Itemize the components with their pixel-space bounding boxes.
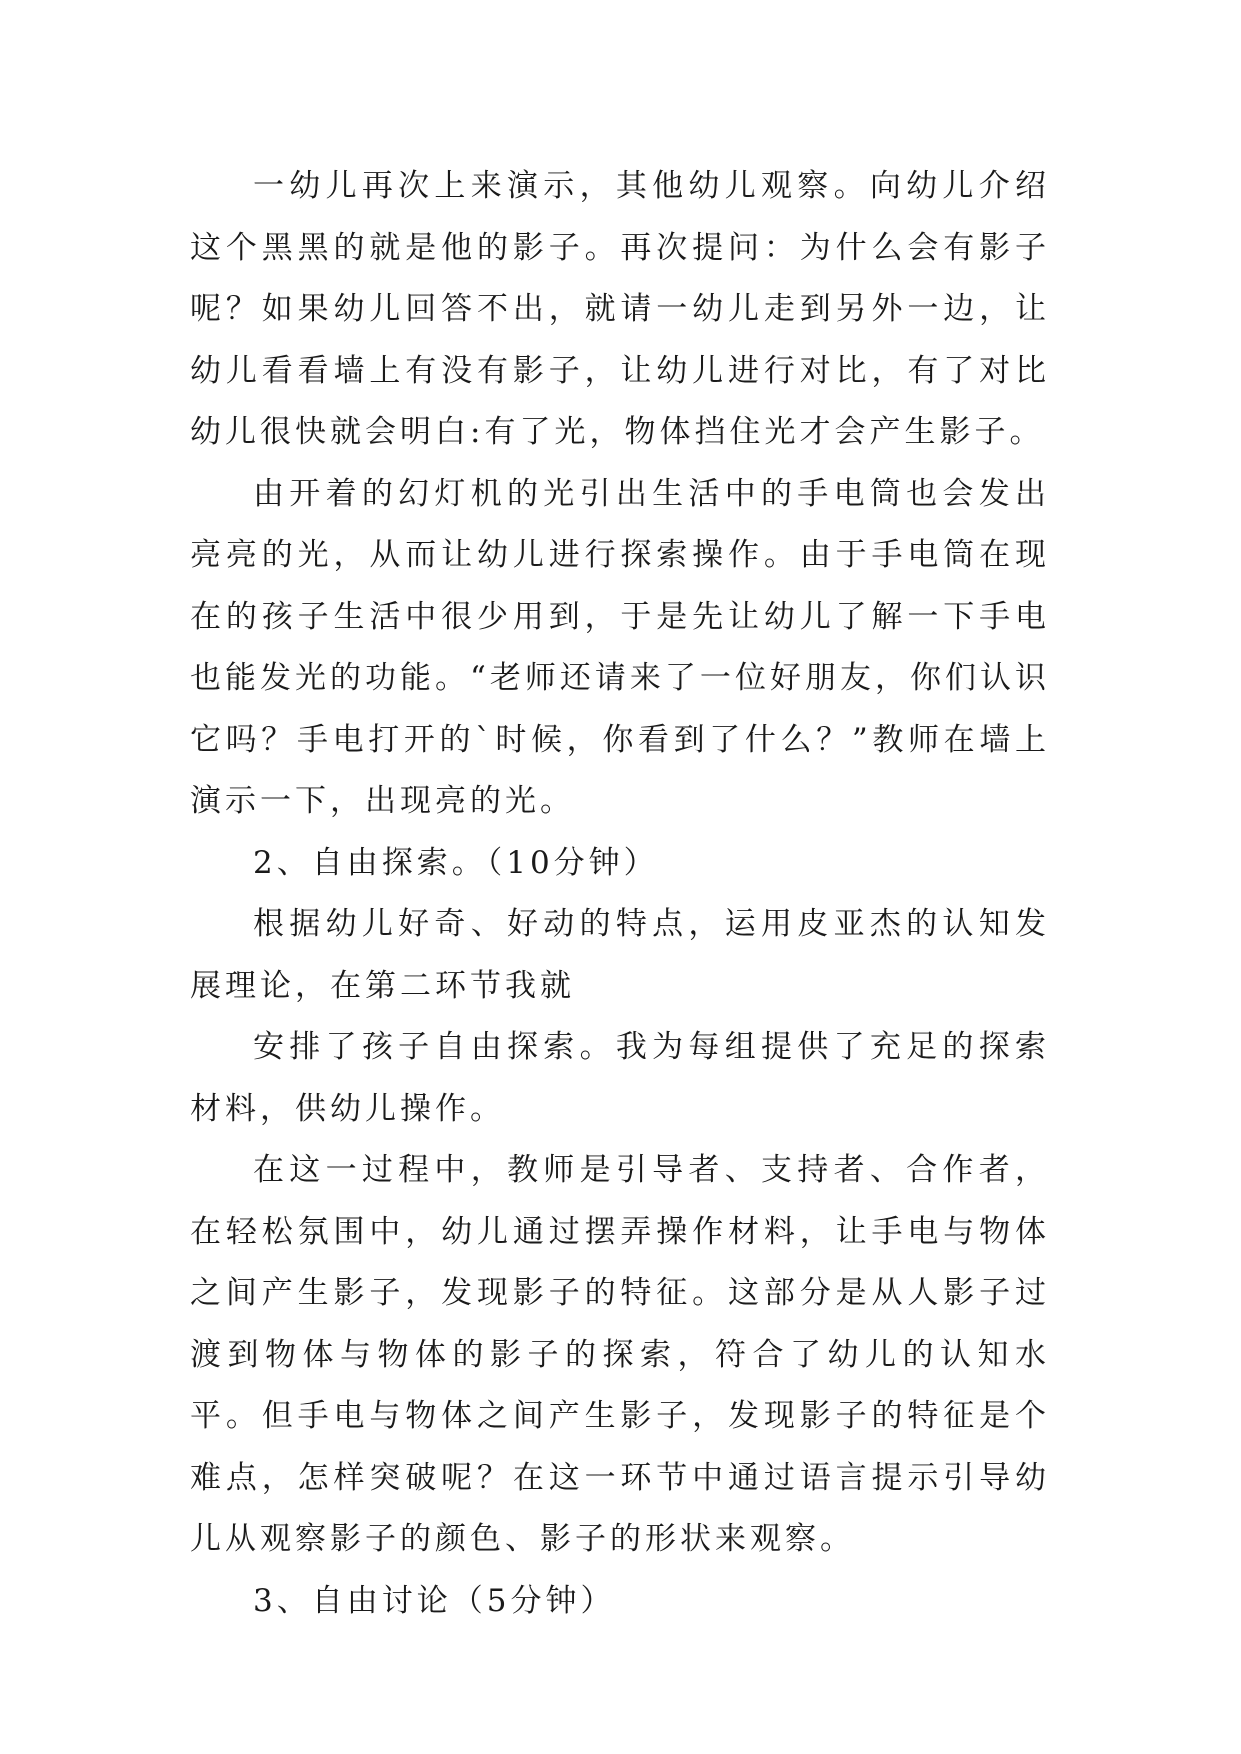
paragraph-piaget-theory: 根据幼儿好奇、好动的特点，运用皮亚杰的认知发展理论，在第二环节我就 xyxy=(190,906,1050,1004)
document-body xyxy=(190,156,1050,1632)
paragraph-teacher-role: 在这一过程中，教师是引导者、支持者、合作者，在轻松氛围中，幼儿通过摆弄操作材料，让手电与物体之间产生影子，发现影子的特征。这部分是从人影子过渡到物体与物体的影子的探索，符合了幼儿的认知水平。但手电与物体之间产生影子，发现影子的特征是个难点，怎样突破呢？在这一环节中通过语言提示引导幼儿从观察影子的颜色、影子的形状来观察。 xyxy=(190,1152,1050,1557)
paragraph-flashlight: 由开着的幻灯机的光引出生活中的手电筒也会发出亮亮的光，从而让幼儿进行探索操作。由于手电筒在现在的孩子生活中很少用到，于是先让幼儿了解一下手电也能发光的功能。“老师还请来了一位好朋友，你们认识它吗？手电打开的`时候，你看到了什么？”教师在墙上演示一下，出现亮的光。 xyxy=(190,475,1050,819)
paragraph-materials: 安排了孩子自由探索。我为每组提供了充足的探索材料，供幼儿操作。 xyxy=(190,1029,1050,1127)
section-heading-free-discussion: 3、自由讨论（5分钟） xyxy=(253,1582,616,1619)
paragraph-shadow-demo: 一幼儿再次上来演示，其他幼儿观察。向幼儿介绍这个黑黑的就是他的影子。再次提问：为什么会有影子呢？如果幼儿回答不出，就请一幼儿走到另外一边，让幼儿看看墙上有没有影子，让幼儿进行对比，有了对比幼儿很快就会明白:有了光，物体挡住光才会产生影子。 xyxy=(190,168,1050,450)
section-heading-free-exploration: 2、自由探索。（10分钟） xyxy=(253,844,659,881)
